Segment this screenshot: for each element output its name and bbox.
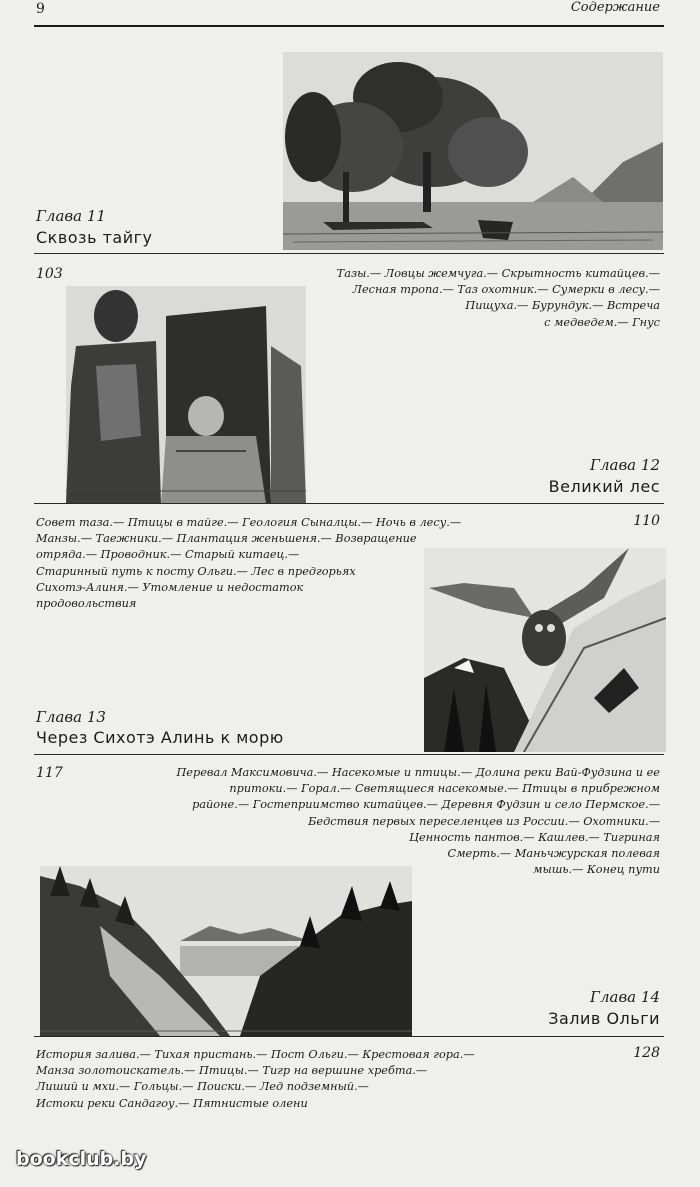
topic-line: Манзы.— Таежники.— Плантация женьшеня.— Возвращение — [36, 532, 417, 546]
two-men-illustration — [66, 286, 306, 504]
chapter-13-page: 117 — [36, 765, 63, 781]
owl-illustration — [424, 548, 666, 752]
chapter-13-rule — [34, 754, 664, 755]
topic-line: продовольствия — [36, 597, 137, 611]
chapter-11-rule — [34, 253, 664, 254]
topic-line: Лиший и мхи.— Гольцы.— Поиски.— Лед подземный.— — [36, 1080, 369, 1094]
chapter-12-label: Глава 12 — [590, 456, 660, 474]
chapter-14-page: 128 — [633, 1045, 660, 1061]
topic-line: притоки.— Горал.— Светящиеся насекомые.— Птицы в прибрежном — [229, 782, 660, 796]
chapter-14-topics — [36, 1047, 475, 1112]
page-number: 9 — [36, 1, 45, 17]
chapter-13-title: Через Сихотэ Алинь к морю — [36, 728, 284, 747]
topic-line: с медведем.— Гнус — [544, 315, 660, 329]
topic-line: Истоки реки Сандагоу.— Пятнистые олени — [36, 1096, 308, 1110]
chapter-11-title: Сквозь тайгу — [36, 228, 153, 247]
site-watermark: bookclub.by — [16, 1148, 147, 1170]
chapter-12-rule — [34, 503, 664, 504]
chapter-13-label: Глава 13 — [36, 708, 106, 726]
topic-line: Старинный путь к посту Ольги.— Лес в предгорьях — [36, 564, 356, 578]
chapter-11-page: 103 — [36, 266, 63, 282]
topic-line: Совет таза.— Птицы в тайге.— Геология Сыналцы.— Ночь в лесу.— — [36, 516, 462, 529]
chapter-14-rule — [34, 1036, 664, 1037]
topic-line: Сихотэ-Алиня.— Утомление и недостаток — [36, 580, 304, 594]
topic-line: Пищуха.— Бурундук.— Встреча — [465, 299, 660, 313]
topic-line: Смерть.— Маньчжурская полевая — [447, 847, 660, 861]
topic-line: Тазы.— Ловцы жемчуга.— Скрытность китайцев.— — [336, 267, 660, 280]
topic-line: Перевал Максимовича.— Насекомые и птицы.— Долина реки Вай-Фудзина и ее — [176, 766, 660, 779]
chapter-13-topics — [176, 765, 660, 878]
topic-line: Лесная тропа.— Таз охотник.— Сумерки в лесу.— — [352, 283, 660, 297]
topic-line: Бедствия первых переселенцев из России.— Охотники.— — [308, 814, 660, 828]
topic-line: Ценность пантов.— Кашлев.— Тигриная — [409, 830, 660, 844]
topic-line: районе.— Гостеприимство китайцев.— Деревня Фудзин и село Пермское.— — [192, 798, 660, 812]
topic-line: Манза золотоискатель.— Птицы.— Тигр на вершине хребта.— — [36, 1064, 428, 1078]
chapter-14-title: Залив Ольги — [548, 1009, 660, 1028]
topic-line: отряда.— Проводник.— Старый китаец.— — [36, 548, 300, 562]
topic-line: мышь.— Конец пути — [533, 863, 660, 877]
chapter-14-label: Глава 14 — [590, 988, 660, 1006]
chapter-12-topics — [36, 515, 461, 612]
chapter-12-title: Великий лес — [548, 477, 660, 496]
header-rule — [34, 25, 664, 27]
running-header: Содержание — [570, 0, 660, 15]
chapter-12-page: 110 — [633, 513, 660, 529]
forest-lake-illustration — [283, 52, 663, 250]
chapter-11-label: Глава 11 — [36, 207, 106, 225]
bay-landscape-illustration — [40, 866, 412, 1036]
chapter-11-topics — [337, 266, 660, 331]
topic-line: История залива.— Тихая пристань.— Пост Ольги.— Крестовая гора.— — [36, 1048, 475, 1061]
